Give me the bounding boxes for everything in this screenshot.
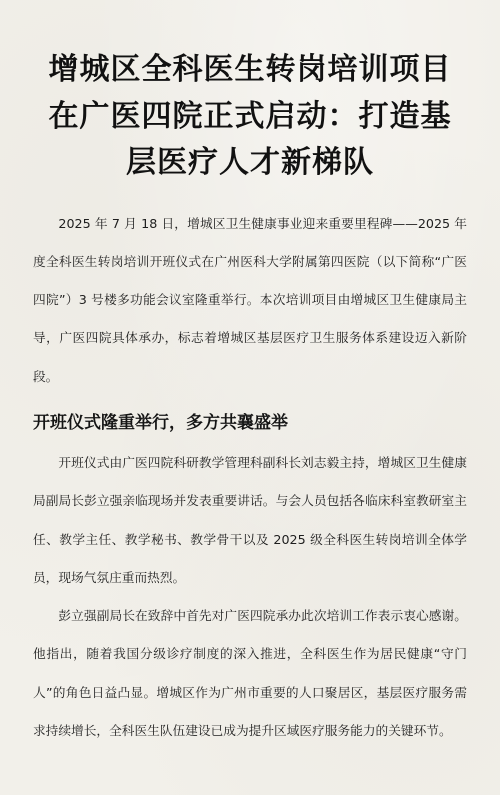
paragraph-intro: 2025 年 7 月 18 日，增城区卫生健康事业迎来重要里程碑——2025 年度全科医生转岗培训开班仪式在广州医科大学附属第四医院（以下简称“广医四院”）3 号楼多功能会议室隆重举行。本次培训项目由增城区卫生健康局主导，广医四院具体承办，标志着增城区基层医疗卫生服务体系建设迈入新阶段。	[33, 215, 467, 384]
paragraph-ceremony: 开班仪式由广医四院科研教学管理科副科长刘志毅主持，增城区卫生健康局副局长彭立强亲临现场并发表重要讲话。与会人员包括各临床科室教研室主任、教学主任、教学秘书、教学骨干以及 2025 级全科医生转岗培训全体学员，现场气氛庄重而热烈。	[33, 454, 467, 585]
section-heading: 开班仪式隆重举行，多方共襄盛举	[33, 412, 288, 433]
article-title: 增城区全科医生转岗培训项目在广医四院正式启动：打造基层医疗人才新梯队	[48, 52, 452, 180]
paragraph-speech: 彭立强副局长在致辞中首先对广医四院承办此次培训工作表示衷心感谢。他指出，随着我国分级诊疗制度的深入推进，全科医生作为居民健康“守门人”的角色日益凸显。增城区作为广州市重要的人口聚居区，基层医疗服务需求持续增长，全科医生队伍建设已成为提升区域医疗服务能力的关键环节。	[33, 608, 467, 739]
news-article	[33, 0, 467, 750]
